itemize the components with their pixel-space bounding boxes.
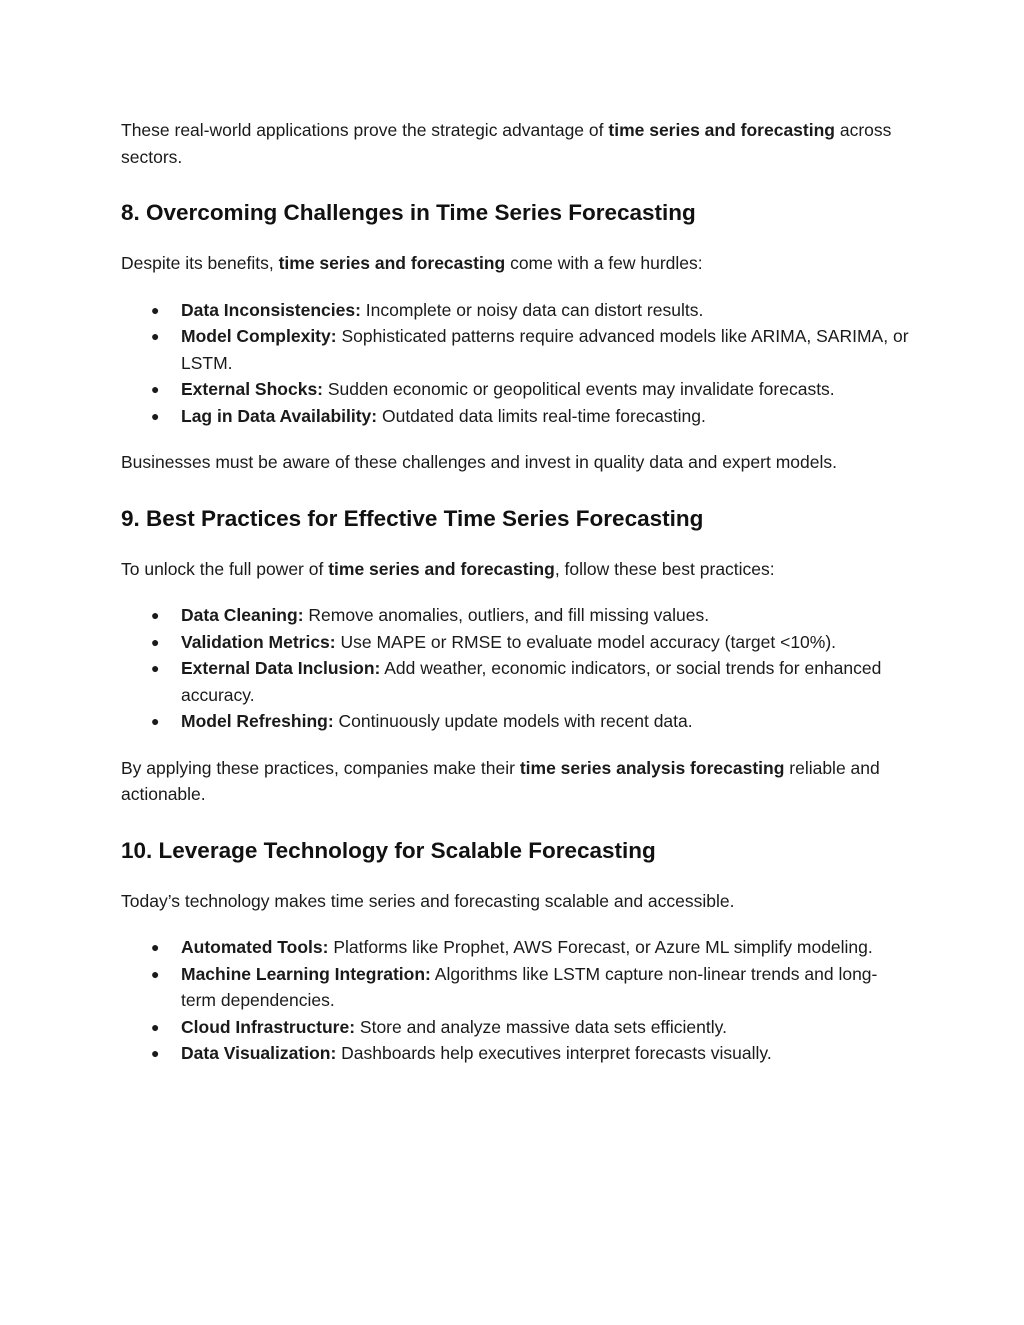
bullet-icon: ● bbox=[151, 1045, 160, 1061]
item-term: Validation Metrics: bbox=[181, 631, 336, 652]
item-term: Data Visualization: bbox=[181, 1043, 337, 1063]
section-8-closing: Businesses must be aware of these challenges and invest in quality data and expert models. bbox=[121, 452, 837, 472]
lead-text: Despite its benefits, bbox=[121, 253, 279, 273]
bullet-icon: ● bbox=[151, 633, 160, 650]
lead-text-end: come with a few hurdles: bbox=[505, 253, 703, 273]
section-9-lead bbox=[121, 556, 911, 583]
item-text: Platforms like Prophet, AWS Forecast, or Azure ML simplify modeling. bbox=[328, 937, 873, 957]
item-term: Lag in Data Availability: bbox=[181, 405, 378, 426]
bullet-icon: ● bbox=[151, 407, 160, 424]
section-9-heading: 9. Best Practices for Effective Time Series Forecasting bbox=[121, 505, 704, 531]
item-text: Incomplete or noisy data can distort results. bbox=[360, 299, 704, 320]
section-9-list bbox=[121, 602, 911, 735]
item-term: Model Complexity: bbox=[181, 326, 337, 346]
item-term: Machine Learning Integration: bbox=[181, 963, 431, 984]
list-item bbox=[121, 1014, 911, 1041]
intro-text: These real-world applications prove the strategic advantage of bbox=[121, 120, 609, 140]
bullet-icon: ● bbox=[151, 607, 160, 623]
section-10-list bbox=[121, 934, 911, 1067]
section-8-lead bbox=[121, 250, 911, 277]
section-10-lead: Today’s technology makes time series and forecasting scalable and accessible. bbox=[121, 890, 735, 911]
item-text: Store and analyze massive data sets efficiently. bbox=[355, 1016, 727, 1037]
item-text: Algorithms like LSTM capture non-linear trends and long-term dependencies. bbox=[181, 963, 878, 1010]
closing-text: By applying these practices, companies make their bbox=[121, 757, 520, 778]
item-text: Use MAPE or RMSE to evaluate model accuracy (target <10%). bbox=[335, 631, 837, 652]
item-text: Remove anomalies, outliers, and fill missing values. bbox=[303, 605, 710, 625]
list-item bbox=[121, 323, 911, 376]
closing-bold: time series analysis forecasting bbox=[519, 757, 785, 778]
section-9-closing bbox=[121, 755, 911, 808]
item-term: External Data Inclusion: bbox=[181, 658, 381, 678]
list-item bbox=[121, 629, 911, 656]
list-item bbox=[121, 1040, 911, 1067]
intro-paragraph bbox=[121, 117, 911, 170]
section-8-list bbox=[121, 297, 911, 430]
item-term: Model Refreshing: bbox=[181, 711, 334, 731]
bullet-icon: ● bbox=[151, 939, 160, 955]
bullet-icon: ● bbox=[151, 713, 160, 729]
bullet-icon: ● bbox=[151, 301, 160, 318]
item-text: Dashboards help executives interpret forecasts visually. bbox=[336, 1043, 772, 1063]
list-item bbox=[121, 961, 911, 1014]
item-text: Sudden economic or geopolitical events may invalidate forecasts. bbox=[323, 379, 835, 399]
document-page bbox=[121, 117, 911, 1067]
section-8-heading: 8. Overcoming Challenges in Time Series Forecasting bbox=[121, 200, 696, 225]
section-10-heading: 10. Leverage Technology for Scalable Forecasting bbox=[121, 837, 656, 863]
list-item bbox=[121, 297, 911, 324]
item-term: Data Cleaning: bbox=[181, 605, 304, 625]
item-term: Cloud Infrastructure: bbox=[181, 1016, 356, 1037]
item-text: Add weather, economic indicators, or social trends for enhanced accuracy. bbox=[181, 658, 882, 705]
bullet-icon: ● bbox=[151, 1018, 160, 1035]
item-term: Automated Tools: bbox=[181, 937, 329, 957]
lead-text: To unlock the full power of bbox=[121, 558, 329, 579]
lead-bold: time series and forecasting bbox=[328, 558, 555, 579]
bullet-icon: ● bbox=[151, 328, 160, 344]
intro-bold: time series and forecasting bbox=[608, 120, 835, 140]
item-text: Continuously update models with recent data. bbox=[333, 711, 693, 731]
list-item bbox=[121, 403, 911, 430]
bullet-icon: ● bbox=[151, 660, 160, 676]
item-text: Outdated data limits real-time forecasting. bbox=[377, 405, 706, 426]
list-item bbox=[121, 708, 911, 735]
lead-text-end: , follow these best practices: bbox=[554, 558, 775, 579]
item-term: Data Inconsistencies: bbox=[181, 299, 361, 320]
list-item bbox=[121, 602, 911, 629]
intro-text-end: across sectors. bbox=[121, 120, 892, 167]
list-item bbox=[121, 376, 911, 403]
lead-bold: time series and forecasting bbox=[278, 253, 506, 273]
bullet-icon: ● bbox=[151, 381, 160, 397]
bullet-icon: ● bbox=[151, 965, 160, 982]
item-text: Sophisticated patterns require advanced models like ARIMA, SARIMA, or LSTM. bbox=[181, 326, 909, 373]
item-term: External Shocks: bbox=[181, 379, 323, 399]
closing-text-end: reliable and actionable. bbox=[121, 757, 880, 804]
list-item bbox=[121, 934, 911, 961]
list-item bbox=[121, 655, 911, 708]
